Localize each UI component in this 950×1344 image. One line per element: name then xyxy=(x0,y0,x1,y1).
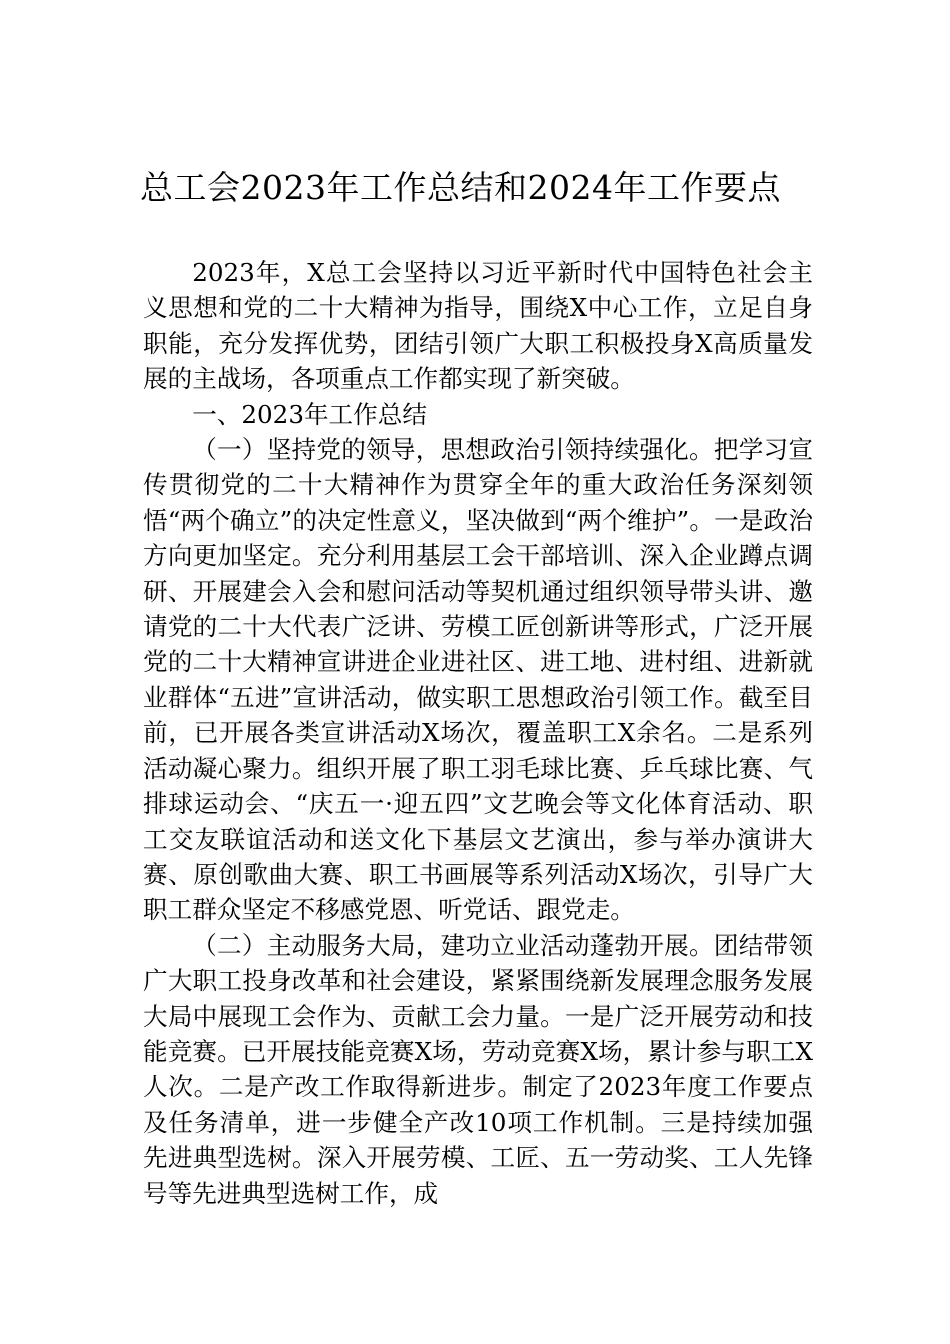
body-paragraph: （一）坚持党的领导，思想政治引领持续强化。把学习宣传贯彻党的二十大精神作为贯穿全年的重大政治任务深刻领悟“两个确立”的决定性意义，坚决做到“两个维护”。一是政治方向更加坚定。充分利用基层工会干部培训、深入企业蹲点调研、开展建会入会和慰问活动等契机通过组织领导带头讲、邀请党的二十大代表广泛讲、劳模工匠创新讲等形式，广泛开展党的二十大精神宣讲进企业进社区、进工地、进村组、进新就业群体“五进”宣讲活动，做实职工思想政治引领工作。截至目前，已开展各类宣讲活动X场次，覆盖职工X余名。二是系列活动凝心聚力。组织开展了职工羽毛球比赛、乒乓球比赛、气排球运动会、“庆五一·迎五四”文艺晚会等文化体育活动、职工交友联谊活动和送文化下基层文艺演出，参与举办演讲大赛、原创歌曲大赛、职工书画展等系列活动X场次，引导广大职工群众坚定不移感党恩、听党话、跟党走。 xyxy=(143,435,813,925)
body-paragraph: （二）主动服务大局，建功立业活动蓬勃开展。团结带领广大职工投身改革和社会建设，紧紧围绕新发展理念服务发展大局中展现工会作为、贡献工会力量。一是广泛开展劳动和技能竞赛。已开展技能竞赛X场，劳动竞赛X场，累计参与职工X人次。二是产改工作取得新进步。制定了2023年度工作要点及任务清单，进一步健全产改10项工作机制。三是持续加强先进典型选树。深入开展劳模、工匠、五一劳动奖、工人先锋号等先进典型选树工作，成 xyxy=(143,930,813,1208)
document-title: 总工会2023年工作总结和2024年工作要点 xyxy=(140,168,781,207)
section-heading: 一、2023年工作总结 xyxy=(192,399,427,429)
document-body xyxy=(143,255,813,1211)
intro-paragraph: 2023年，X总工会坚持以习近平新时代中国特色社会主义思想和党的二十大精神为指导，围绕X中心工作，立足自身职能，充分发挥优势，团结引领广大职工积极投身X高质量发展的主战场，各项重点工作都实现了新突破。 xyxy=(143,258,813,394)
